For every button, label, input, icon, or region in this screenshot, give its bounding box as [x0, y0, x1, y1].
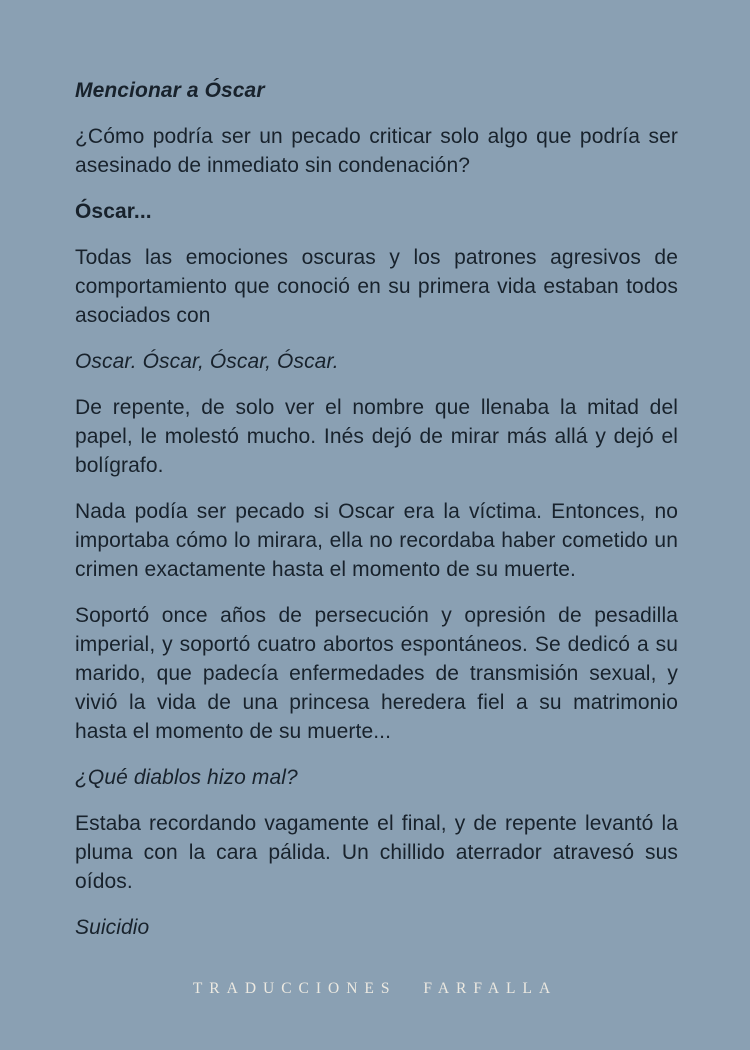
translator-credit: TRADUCCIONES FARFALLA — [192, 980, 558, 997]
section-heading-mencionar-a-oscar: Mencionar a Óscar — [75, 79, 265, 102]
paragraph-chillido: Estaba recordando vagamente el final, y de repente levantó la pluma con la cara pálida. Un chillido aterrador atravesó sus oídos. — [75, 812, 678, 893]
paragraph-nombre-papel: De repente, de solo ver el nombre que llenaba la mitad del papel, le molestó mucho. Inés dejó de mirar más allá y dejó el bolígrafo. — [75, 396, 678, 477]
paragraph-emociones-oscuras: Todas las emociones oscuras y los patrones agresivos de comportamiento que conoció en su primera vida estaban todos asociados con — [75, 246, 678, 327]
question-que-diablos: ¿Qué diablos hizo mal? — [75, 766, 298, 789]
emphasis-oscar-bold: Óscar... — [75, 200, 152, 223]
paragraph-oscar-victima: Nada podía ser pecado si Oscar era la víctima. Entonces, no importaba cómo lo mirara, ella no recordaba haber cometido un crimen exactamente hasta el momento de su muerte. — [75, 500, 678, 581]
emphasis-oscar-repetition: Oscar. Óscar, Óscar, Óscar. — [75, 350, 339, 373]
paragraph-sin-criticar: ¿Cómo podría ser un pecado criticar solo algo que podría ser asesinado de inmediato sin condenación? — [75, 125, 678, 177]
paragraph-once-anos: Soportó once años de persecución y opresión de pesadilla imperial, y soportó cuatro abortos espontáneos. Se dedicó a su marido, que padecía enfermedades de transmisión sexual, y vivió la vida de una princesa heredera fiel a su matrimonio hasta el momento de su muerte... — [75, 604, 678, 743]
emphasis-suicidio: Suicidio — [75, 916, 150, 939]
